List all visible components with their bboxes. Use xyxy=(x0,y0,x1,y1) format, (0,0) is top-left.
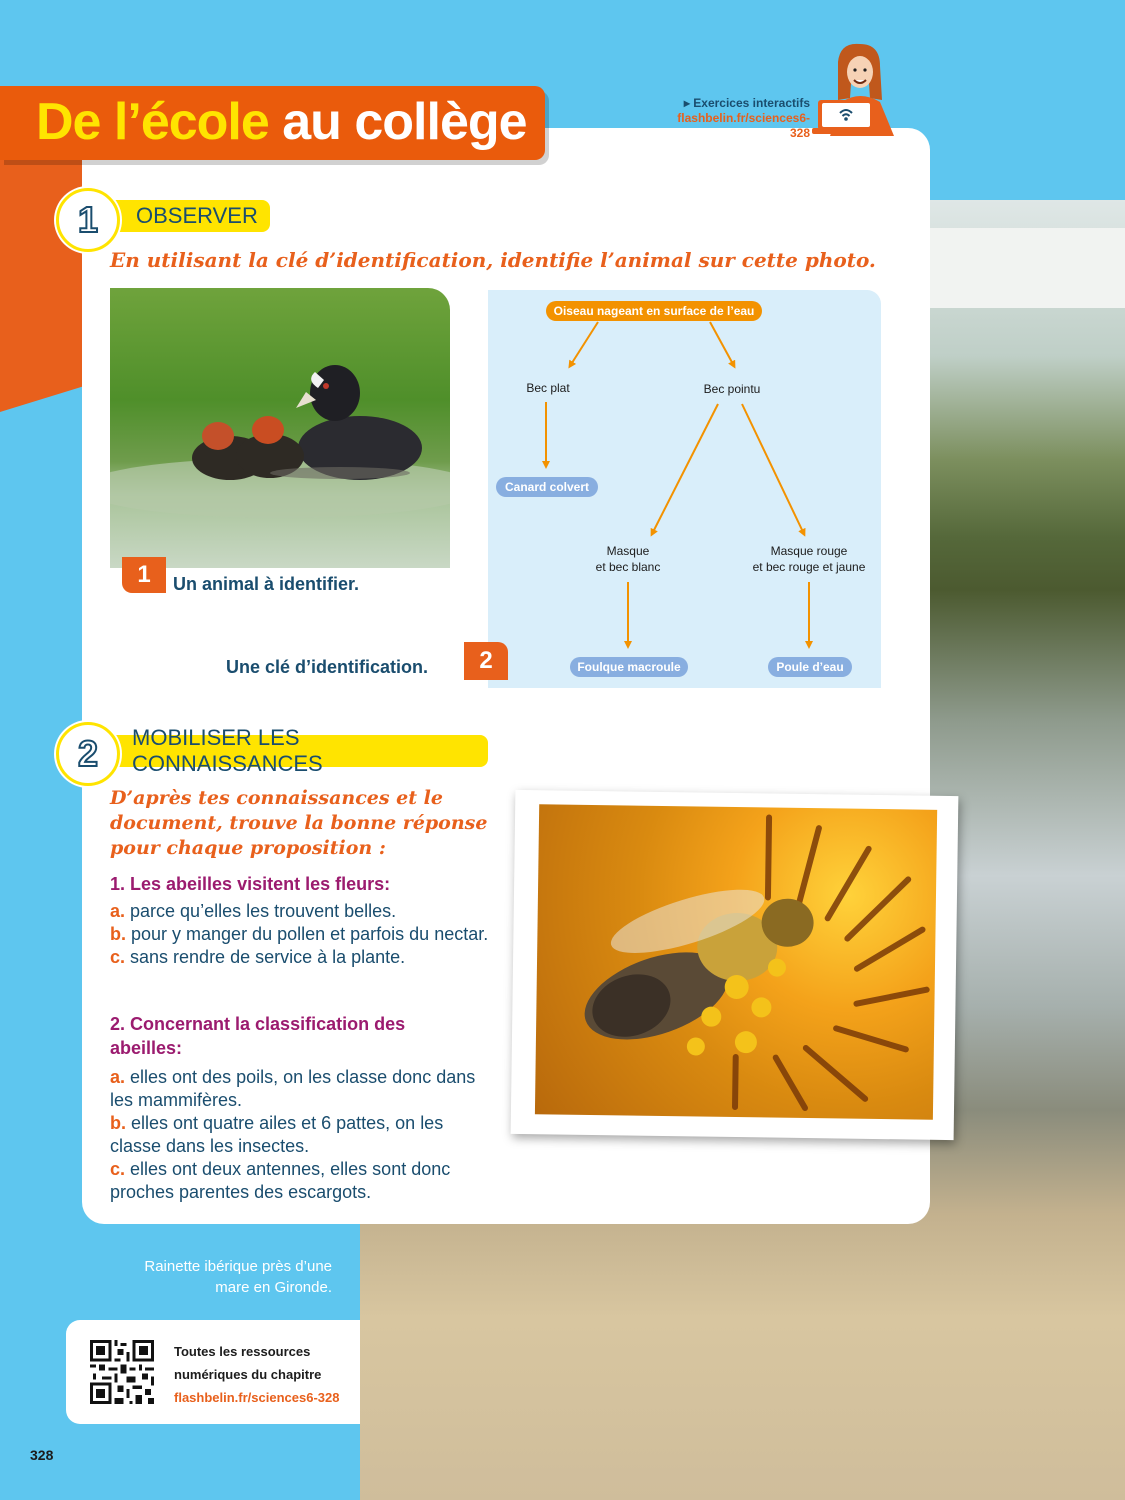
section1-heading: OBSERVER xyxy=(136,203,258,228)
answer-letter: b. xyxy=(110,924,126,944)
qr-code-icon[interactable] xyxy=(90,1340,154,1404)
key-sub-left: Masque et bec blanc xyxy=(595,544,661,574)
answer-letter: c. xyxy=(110,1159,126,1179)
resources-line1: Toutes les ressources xyxy=(174,1344,311,1359)
section2-number-badge xyxy=(56,722,120,786)
answer-text: elles ont des poils, on les classe donc dans les mammifères. xyxy=(110,1067,476,1110)
section2-prompt: D’après tes connaissances et le document, trouve la bonne réponse pour chaque proposition : xyxy=(110,787,488,859)
bee-drawing xyxy=(535,804,937,1120)
resources-link[interactable]: flashbelin.fr/sciences6-328 xyxy=(174,1390,340,1405)
coot-drawing xyxy=(110,288,450,568)
section1-heading-bar xyxy=(100,200,270,232)
answer-text: pour y manger du pollen et parfois du nectar. xyxy=(126,924,489,944)
question1 xyxy=(110,872,500,969)
key-branch-left: Bec plat xyxy=(526,381,570,395)
doc1-number: 1 xyxy=(137,561,151,588)
section1-number-badge xyxy=(56,188,120,252)
section1-number: 1 xyxy=(77,199,99,240)
identification-key xyxy=(488,290,881,688)
exercises-link[interactable]: flashbelin.fr/sciences6-328 xyxy=(677,111,810,140)
doc1-caption: Un animal à identifier. xyxy=(173,574,360,594)
key-leaf-foulque: Foulque macroule xyxy=(570,657,688,677)
q1-answer-b xyxy=(110,923,500,946)
background-photo-caption: Rainette ibérique près d’une mare en Gironde. xyxy=(144,1258,332,1296)
bee-photo-frame xyxy=(511,790,959,1140)
page-title xyxy=(36,92,527,152)
section1-prompt: En utilisant la clé d’identification, identifie l’animal sur cette photo. xyxy=(110,248,876,272)
doc2-number: 2 xyxy=(479,647,493,674)
key-leaf-canard: Canard colvert xyxy=(496,477,598,497)
exercises-label: ▸ Exercices interactifs xyxy=(683,96,810,110)
title-rest: au collège xyxy=(268,93,527,151)
key-leaf-poule: Poule d’eau xyxy=(768,657,852,677)
answer-text: elles ont quatre ailes et 6 pattes, on les classe dans les insectes. xyxy=(110,1113,444,1156)
doc2-caption: Une clé d’identification. xyxy=(226,657,429,677)
interactive-exercises[interactable] xyxy=(660,96,810,141)
answer-text: sans rendre de service à la plante. xyxy=(125,947,406,967)
section2-heading-bar xyxy=(100,725,488,776)
answer-text: elles ont deux antennes, elles sont donc proches parentes des escargots. xyxy=(110,1159,451,1202)
title-highlight: De l’école xyxy=(36,93,269,151)
question2-title: 2. Concernant la classification des abeilles: xyxy=(110,1014,406,1058)
answer-letter: a. xyxy=(110,1067,126,1087)
q1-answer-c xyxy=(110,946,500,969)
resources-box[interactable] xyxy=(66,1320,360,1424)
resources-text xyxy=(174,1340,339,1409)
q2-answer-a xyxy=(110,1066,490,1112)
girl-with-laptop-illustration xyxy=(810,40,910,140)
key-sub-right: Masque rouge et bec rouge et jaune xyxy=(752,544,866,574)
section2-heading: MOBILISER LES CONNAISSANCES xyxy=(132,725,323,776)
answer-letter: c. xyxy=(110,947,126,967)
doc1-number-badge xyxy=(122,557,166,593)
question2 xyxy=(110,1012,490,1204)
doc2-number-badge xyxy=(464,642,508,680)
key-root: Oiseau nageant en surface de l’eau xyxy=(546,301,762,321)
page-number: 328 xyxy=(30,1447,54,1463)
question1-title: 1. Les abeilles visitent les fleurs: xyxy=(110,874,391,894)
background-sky xyxy=(930,228,1125,308)
bee-on-flower-photo xyxy=(535,804,937,1120)
q2-answer-c xyxy=(110,1158,490,1204)
answer-letter: a. xyxy=(110,901,126,921)
section2-number: 2 xyxy=(77,733,99,774)
coot-photo xyxy=(110,288,450,568)
q1-answer-a xyxy=(110,900,500,923)
answer-letter: b. xyxy=(110,1113,126,1133)
answer-text: parce qu’elles les trouvent belles. xyxy=(125,901,397,921)
resources-line2: numériques du chapitre xyxy=(174,1367,322,1382)
q2-answer-b xyxy=(110,1112,490,1158)
key-branch-right: Bec pointu xyxy=(703,382,761,396)
